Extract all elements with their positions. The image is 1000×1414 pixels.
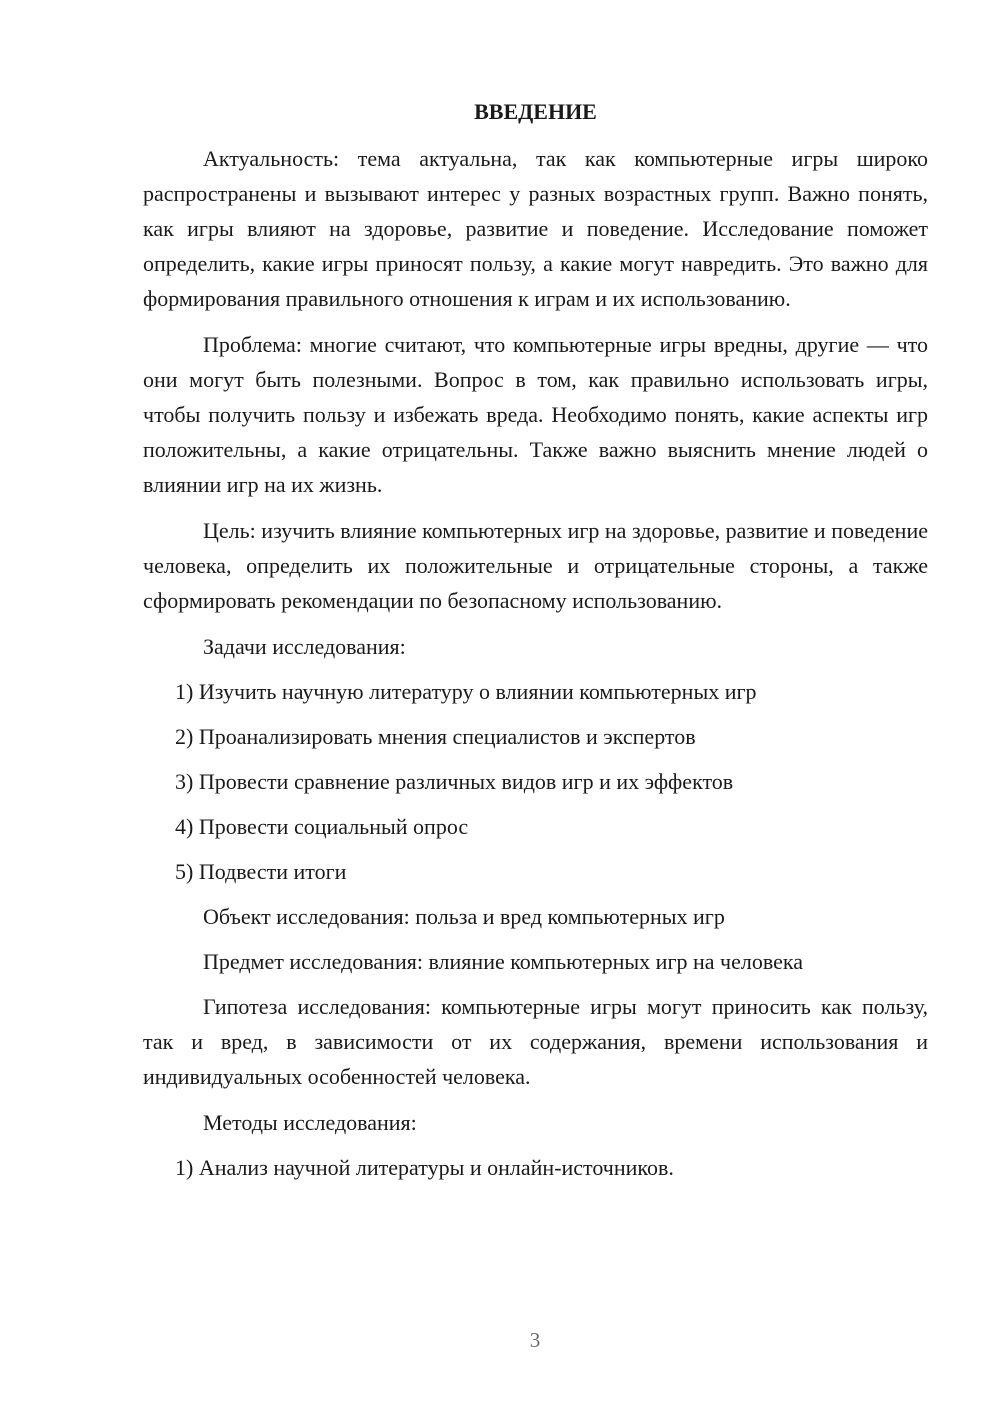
list-item: 2) Проанализировать мнения специалистов и экспертов <box>175 724 696 749</box>
document-body <box>143 94 928 1195</box>
relevance-paragraph: Актуальность: тема актуальна, так как компьютерные игры широко распространены и вызывают интерес у разных возрастных групп. Важно понять, как игры влияют на здоровье, развитие и поведение. Исследование поможет определить, какие игры приносят пользу, а какие могут навредить. Это важно для формирования правильного отношения к играм и их использованию. <box>143 146 928 311</box>
section-heading: ВВЕДЕНИЕ <box>474 99 597 124</box>
subject-line: Предмет исследования: влияние компьютерных игр на человека <box>203 949 803 974</box>
problem-paragraph: Проблема: многие считают, что компьютерные игры вредны, другие — что они могут быть полезными. Вопрос в том, как правильно использовать игры, чтобы получить пользу и избежать вреда. Необходимо понять, какие аспекты игр положительны, а какие отрицательны. Также важно выяснить мнение людей о влиянии игр на их жизнь. <box>143 332 928 497</box>
list-item: 3) Провести сравнение различных видов игр и их эффектов <box>175 769 734 794</box>
list-item: 5) Подвести итоги <box>175 859 347 884</box>
object-line: Объект исследования: польза и вред компьютерных игр <box>203 904 725 929</box>
list-item: 1) Изучить научную литературу о влиянии компьютерных игр <box>175 679 757 704</box>
tasks-title: Задачи исследования: <box>203 634 406 659</box>
tasks-list <box>143 674 928 889</box>
list-item: 4) Провести социальный опрос <box>175 814 469 839</box>
hypothesis-paragraph: Гипотеза исследования: компьютерные игры могут приносить как пользу, так и вред, в зависимости от их содержания, времени использования и индивидуальных особенностей человека. <box>143 994 928 1089</box>
methods-list <box>143 1150 928 1185</box>
page-number: 3 <box>529 1328 541 1352</box>
methods-title: Методы исследования: <box>203 1110 417 1135</box>
list-item: 1) Анализ научной литературы и онлайн-источников. <box>175 1155 674 1180</box>
goal-paragraph: Цель: изучить влияние компьютерных игр на здоровье, развитие и поведение человека, определить их положительные и отрицательные стороны, а также сформировать рекомендации по безопасному использованию. <box>143 518 928 613</box>
